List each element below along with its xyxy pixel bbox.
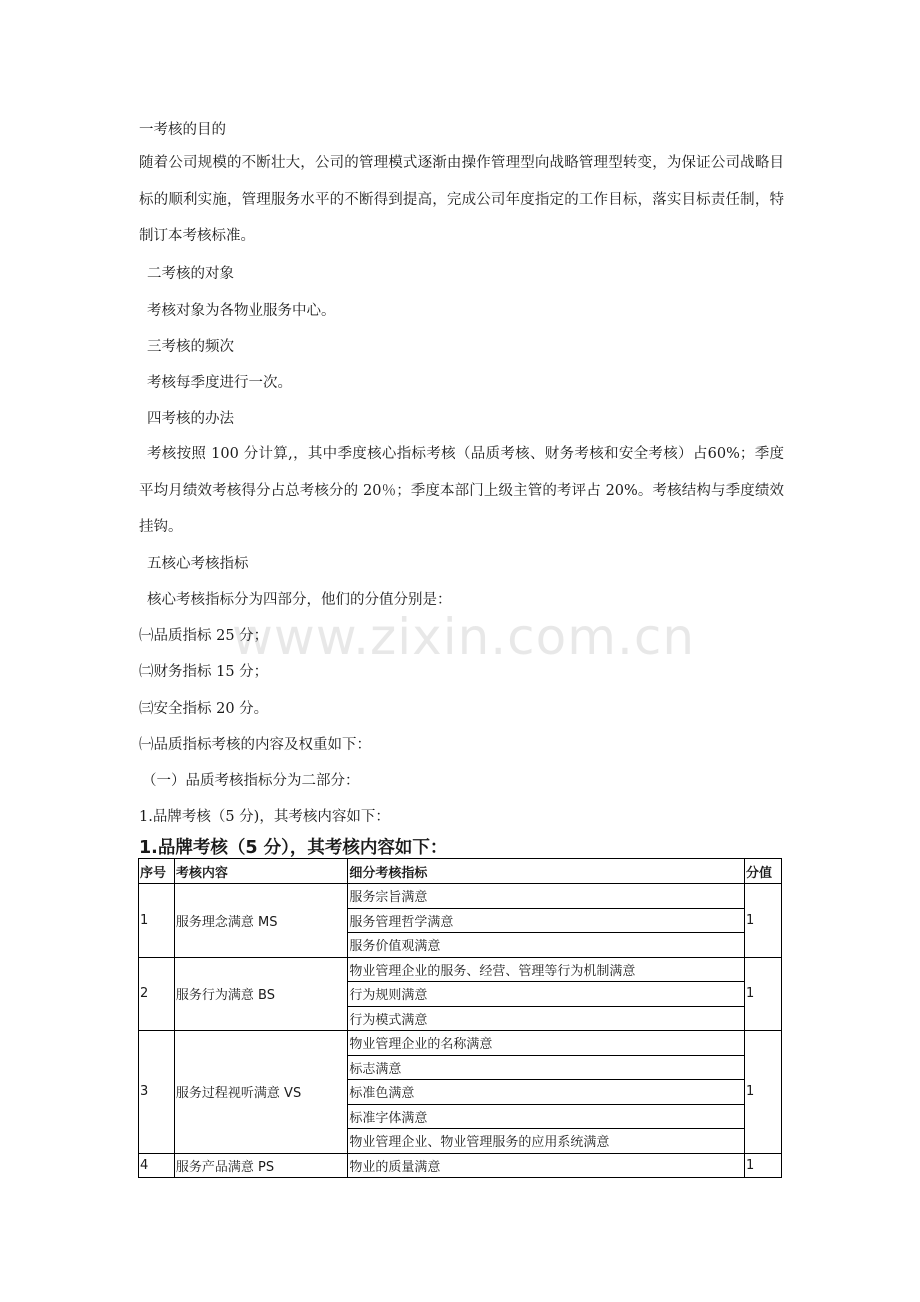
header-score: 分值 (745, 859, 782, 884)
table-title: 1.品牌考核（5 分），其考核内容如下： (139, 838, 448, 858)
section-heading-core-indicators: 五核心考核指标 (147, 556, 249, 572)
cell-score: 1 (745, 1031, 782, 1154)
cell-no: 2 (139, 957, 175, 1031)
cell-score: 1 (745, 1153, 782, 1178)
section-intro-core-indicators: 核心考核指标分为四部分，他们的分值分别是： (147, 592, 452, 608)
watermark-text: www.zixin.com.cn (232, 608, 696, 666)
section-body-method: 考核按照 100 分计算,，其中季度核心指标考核（品质考核、财务考核和安全考核）占60%；季度平均月绩效考核得分占总考核分的 20％；季度本部门上级主管的考评占 20%。考核结构与季度绩效挂钩。 (139, 446, 784, 535)
cell-indicator: 物业的质量满意 (348, 1153, 745, 1178)
cell-indicator: 标志满意 (348, 1055, 745, 1080)
table-row (139, 957, 782, 982)
cell-indicator: 标准字体满意 (348, 1104, 745, 1129)
cell-score: 1 (745, 957, 782, 1031)
cell-indicator: 物业管理企业、物业管理服务的应用系统满意 (348, 1129, 745, 1154)
table-row (139, 1031, 782, 1056)
list-item-quality-weights: ㈠品质指标考核的内容及权重如下： (139, 737, 371, 753)
subsection-brand: 1.品牌考核（5 分)，其考核内容如下： (139, 809, 390, 825)
cell-no: 3 (139, 1031, 175, 1154)
cell-content: 服务产品满意 PS (174, 1153, 347, 1178)
section-body-purpose: 随着公司规模的不断壮大，公司的管理模式逐渐由操作管理型向战略管理型转变，为保证公司战略目标的顺利实施，管理服务水平的不断得到提高，完成公司年度指定的工作目标，落实目标责任制，特制订本考核标准。 (139, 155, 784, 244)
list-item-safety: ㈢安全指标 20 分。 (139, 701, 269, 717)
header-content: 考核内容 (174, 859, 347, 884)
subsection-heading: （一）品质考核指标分为二部分： (142, 773, 360, 789)
table-header-row (139, 859, 782, 884)
cell-content: 服务行为满意 BS (174, 957, 347, 1031)
table-row (139, 884, 782, 909)
cell-indicator: 物业管理企业的服务、经营、管理等行为机制满意 (348, 957, 745, 982)
section-heading-method: 四考核的办法 (147, 411, 234, 427)
cell-indicator: 服务宗旨满意 (348, 884, 745, 909)
cell-score: 1 (745, 884, 782, 958)
cell-content: 服务理念满意 MS (174, 884, 347, 958)
header-indicator: 细分考核指标 (348, 859, 745, 884)
section-body-target: 考核对象为各物业服务中心。 (147, 303, 336, 319)
cell-indicator: 行为规则满意 (348, 982, 745, 1007)
table-row (139, 1153, 782, 1178)
list-item-finance: ㈡财务指标 15 分； (139, 664, 269, 680)
cell-no: 1 (139, 884, 175, 958)
cell-indicator: 标准色满意 (348, 1080, 745, 1105)
cell-indicator: 服务价值观满意 (348, 933, 745, 958)
brand-assessment-table (138, 858, 782, 1178)
section-heading-purpose: 一考核的目的 (139, 122, 226, 138)
cell-no: 4 (139, 1153, 175, 1178)
cell-content: 服务过程视听满意 VS (174, 1031, 347, 1154)
section-heading-frequency: 三考核的频次 (147, 339, 234, 355)
section-heading-target: 二考核的对象 (147, 266, 234, 282)
cell-indicator: 行为模式满意 (348, 1006, 745, 1031)
cell-indicator: 服务管理哲学满意 (348, 908, 745, 933)
header-no: 序号 (139, 859, 175, 884)
section-body-frequency: 考核每季度进行一次。 (147, 375, 292, 391)
list-item-quality: ㈠品质指标 25 分； (139, 628, 269, 644)
cell-indicator: 物业管理企业的名称满意 (348, 1031, 745, 1056)
